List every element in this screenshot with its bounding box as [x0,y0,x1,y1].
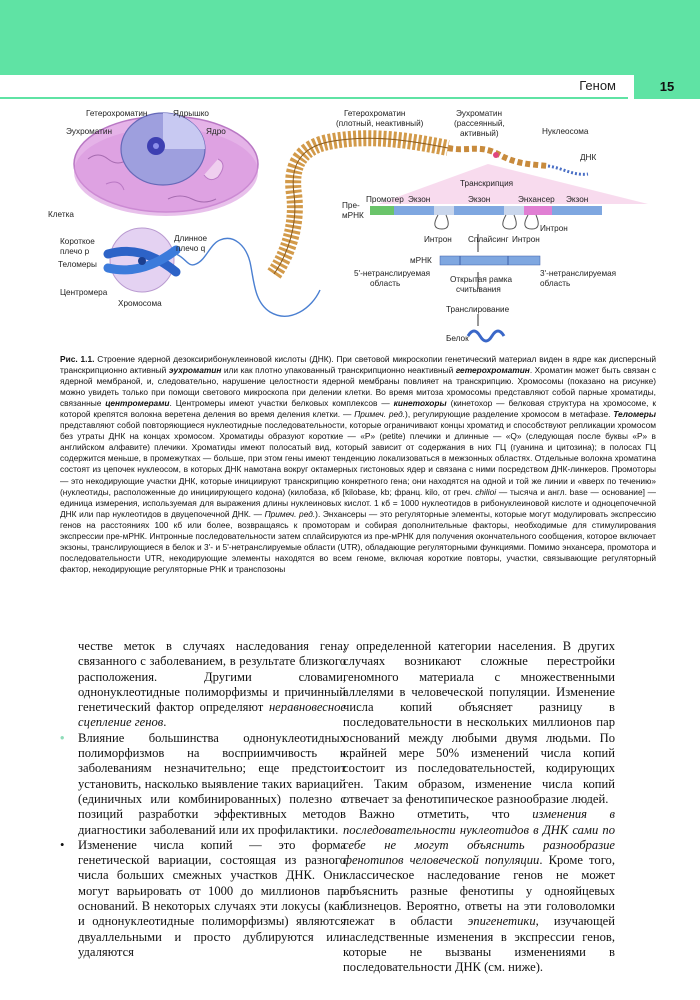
right-column [343,639,615,976]
label-translation: Транслирование [446,305,510,314]
protein-chain [468,331,504,341]
page-number: 15 [634,75,700,99]
italic-term: неравновесное сцепление генов [78,700,346,730]
label-orf-1: Открытая рамка [450,275,513,284]
caption-text: ). Энхансеры — это регуляторные элементы, которые могут модулировать экспрессию генов на расстояниях 100 кб или более, возвращаясь к промоторам и собирая дополнительные факторы, необходимые для стимулирования экспрессии пре-мРНК. Интронные последовательности затем сплайсируются из пре-мРНК для получения окончательного сообщения, которое включает экзоны, транслирующиеся в белок и 3'- и 5'-нетранслируемые области (UTR), обладающие регуляторными функциями. Помимо энхансера, промотора и последовательности UTR, некодирующие элементы находятся во всем геноме, включая короткие повторы, участки, связывающие регуляторный фактор, некодирующие регуляторные РНК и транспозоны [60,508,656,574]
label-intron-2: Интрон [512,235,540,244]
caption-text: представляют собой повторяющиеся нуклеотидные последовательности, которые ограничивают концы хроматид и способствуют репликации хромосом без утраты ДНК на концах хромосом. Хроматиды образуют короткие — «P» (petite) плечики и длинные — «Q» (следующая после буквы «P» в английском алфавите) плечики. Хроматиды имеют полосатый вид, который зависит от содержания в них ГЦ (гуанина и цитозина); в полосах ГЦ содержится меньше, в промежутках — больше, при этом гены имеют тенденцию локализоваться в межзонных областях. Отдельные волокна хроматина состоят из цепочек нуклеосом, в которых ДНК намотана вокруг октамерных гистоновых ядер и связана с ними посредством ДНК-линкеров. Промоторы — это некодирующие участки ДНК, которые инициируют транскрипцию конкретного гена; они находятся на одной и той же линии и «вверх по течению» (нуклеотиды, расположенные до инициирующего кодона) (килобаза, кб [kilobase, kb; франц. kilo, от греч. [60,420,656,497]
label-exon-1: Экзон [408,195,431,204]
label-hetero-top-2: (плотный, неактивный) [336,119,424,128]
label-pre-mrna-2: мРНК [342,211,364,220]
term: кинетохоры [393,398,447,409]
label-intron-1: Интрон [424,235,452,244]
caption-text: Строение ядерной дезоксирибонуклеиновой кислоты (ДНК). При световой микроскопии генетический материал виден в ядре как дисперсный транскрипционно активный [60,354,656,376]
label-long-arm-1: Длинное [174,234,208,243]
label-transcription: Транскрипция [460,179,514,188]
term: гетерохроматин [455,365,530,376]
label-promoter: Промотер [366,195,404,204]
section-title: Геном [579,78,616,93]
label-enhancer: Энхансер [518,195,555,204]
caption-text: . Центромеры имеют участки белковых комплексов — [169,398,394,409]
label-short-arm-2: плечо p [60,247,90,256]
label-nucleus: Ядро [206,127,226,136]
figure-caption [60,354,656,575]
label-utr3-2: область [540,279,571,288]
label-hetero-top-1: Гетерохроматин [344,109,406,118]
paragraph [78,639,346,731]
caption-text: (кинетохор — белковая структура на хромосоме, к которой крепятся волокна веретена деления во время деления клетки. — [60,398,656,420]
term: chilioi [475,486,497,497]
italic-emphasis: изменения в последовательности нуклеотидов в ДНК сами по себе не могут объяснить разнообразие фенотипов человеческой популяции [343,807,616,868]
text: честве меток в случаях наследования гена, связанного с заболеванием, в результате близкого расположения. Другими словами, однонуклеотидные полиморфизмы и причинный генетический фактор определяют [78,639,346,715]
label-eu-top-1: Эухроматин [456,109,503,118]
label-dna: ДНК [580,153,597,162]
label-exon-2: Экзон [468,195,491,204]
editor-note: Примеч. ред. [354,409,406,420]
label-centromere: Центромера [60,288,108,297]
label-telomeres: Теломеры [58,260,97,269]
header-rule [0,97,628,99]
bullet-text: Изменение числа копий — это форма генетической вариации, состоящая из разного числа больших смежных участков ДНК. Они могут варьировать от 1000 до миллионов пар оснований. В некоторых случаях эти локусы (как и однонуклеотидные полиморфизмы) являются двуаллельными и просто дублируются или удаляются [78,837,346,959]
bullet-dot-icon: • [60,730,65,745]
bullet-text: Влияние большинства однонуклеотидных полиморфизмов на восприимчивость к заболеваниям незначительно; еще предстоит установить, насколько выявление таких вариаций (единичных или комбинированных) полезно с позиций разработки эффективных методов диагностики заболеваний или их профилактики. [78,730,346,837]
label-heterochromatin-left: Гетерохроматин [86,109,148,118]
dna-structure-figure [48,104,654,350]
caption-text: . Хроматин может быть связан с ядерной мембраной, и, следовательно, нарушение целостности ядерной мембраны повлияет на транскрипцию. Хромосомы (показано на рисунке) можно увидеть только при помощи светового микроскопа при делении клетки. Во время митоза хромосомы представляют собой парные хроматиды, связанные [60,365,656,409]
text: , изучающей наследственные изменения в экспрессии генов, которые не вызваны изменениями в последовательности ДНК (см. ниже). [343,914,615,975]
term: эухроматин [168,365,222,376]
label-mrna: мРНК [410,256,432,265]
caption-text: ), регулирующие разделение хромосом в метафазе. [405,409,614,420]
label-splicing: Сплайсинг [468,235,509,244]
label-long-arm-2: плечо q [176,244,206,253]
text: . [163,715,167,730]
label-utr5-2: область [370,279,401,288]
label-exon-3: Экзон [566,195,589,204]
term: Теломеры [613,409,656,420]
label-utr5-1: 5'-нетранслируемая [354,269,431,278]
paragraph [343,807,615,975]
left-column [60,639,346,960]
paragraph: у определенной категории населения. В других случаях возникают сложные перестройки геномного материала с множественными аллелями в человеческой популяции. Изменение числа копий объясняет разницу в последовательности в нескольких миллионов пар оснований между любыми двумя людьми. По крайней мере 50% изменений числа копий состоит из последовательностей, кодирующих ген. Таким образом, изменение числа копий отвечает за фенотипическое разнообразие людей. [343,639,615,806]
figure-number: Рис. 1.1. [60,354,95,364]
caption-text: или как плотно упакованный транскрипционно неактивный [221,365,456,376]
label-protein: Белок [446,334,469,343]
label-intron-3: Интрон [540,224,568,233]
label-pre-mrna-1: Пре- [342,201,360,210]
bullet-dot-icon: • [60,837,65,852]
italic-term: эпигенетики [467,914,536,929]
label-nucleolus: Ядрышко [173,109,209,118]
label-orf-2: считывания [456,285,501,294]
label-cell: Клетка [48,210,74,219]
label-short-arm-1: Короткое [60,237,95,246]
label-chromosome: Хромосома [118,299,162,308]
bullet-item [60,730,346,838]
label-nucleosome: Нуклеосома [542,127,589,136]
label-utr3-1: 3'-нетранслируемая [540,269,617,278]
bullet-item [60,837,346,960]
term: центромерами [105,398,170,409]
editor-note: Примеч. ред. [264,508,316,519]
text: Важно отметить, что [359,807,533,822]
label-eu-top-3: активный) [460,129,499,138]
top-color-band [0,0,700,75]
label-eu-top-2: (рассеянный, [454,119,505,128]
label-euchromatin-left: Эухроматин [66,127,113,136]
caption-text: — тысяча и англ. base — основание] — единица измерения, используемая для выражения длины нуклеиновых кислот. 1 кб = 1000 нуклеотидов в рибонуклеиновой кислоте и одноцепочечной ДНК или пар нуклеотидов в двуцепочечной ДНК. — [60,486,657,519]
text: . Кроме того, классическое наследование генов не может объяснить разные фенотипы у однояйцевых близнецов. Вероятно, ответы на эти головоломки лежат в области [343,853,615,929]
